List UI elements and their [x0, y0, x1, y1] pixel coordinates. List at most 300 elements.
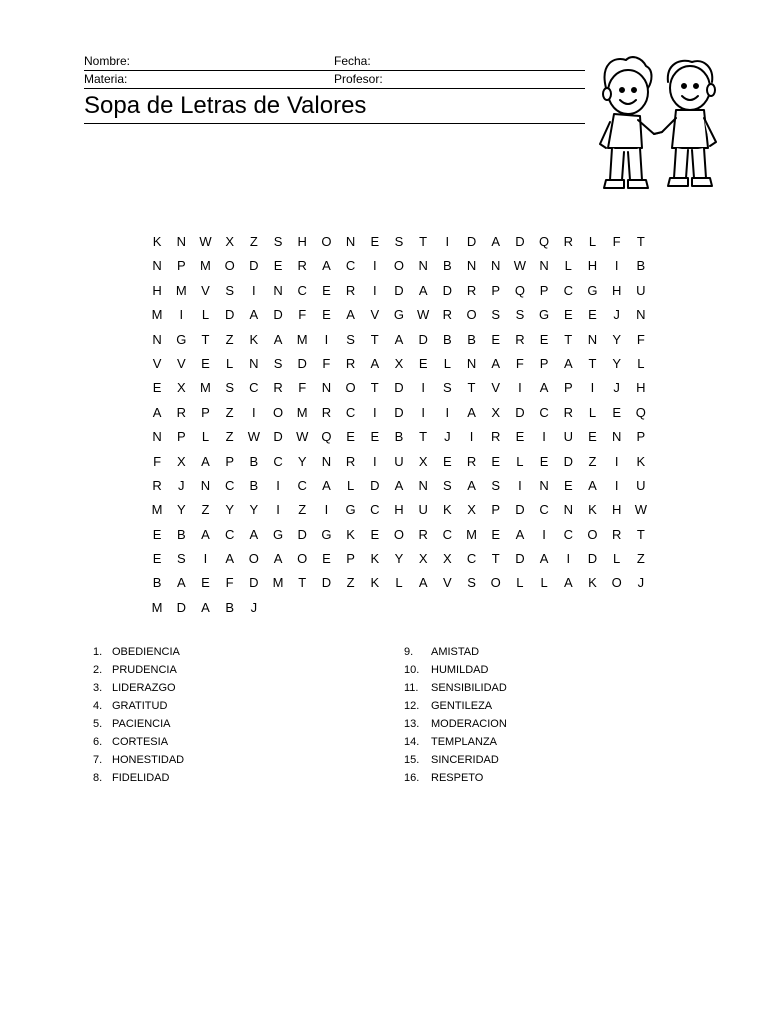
profesor-label: Profesor:	[334, 72, 383, 86]
grid-letter: F	[153, 453, 162, 469]
grid-letter: R	[297, 258, 307, 274]
grid-letter: O	[490, 575, 501, 591]
grid-letter: L	[564, 258, 572, 274]
grid-letter: C	[224, 477, 235, 493]
grid-letter: X	[176, 453, 186, 469]
grid-letter: Q	[514, 282, 525, 298]
grid-letter: T	[370, 331, 379, 347]
grid-letter: N	[563, 502, 573, 518]
grid-letter: N	[636, 307, 646, 323]
word-list-item	[404, 679, 507, 697]
grid-letter: N	[249, 355, 259, 371]
grid-letter: I	[324, 331, 329, 347]
grid-letter: X	[394, 355, 404, 371]
grid-letter: D	[224, 307, 235, 323]
word-text: FIDELIDAD	[112, 772, 170, 784]
grid-letter: S	[394, 234, 404, 249]
grid-letter: D	[563, 453, 573, 469]
word-number: 10.	[404, 664, 420, 676]
grid-letter: D	[273, 307, 283, 323]
grid-letter: R	[152, 477, 162, 493]
grid-letter: O	[466, 307, 477, 323]
grid-letter: Y	[612, 355, 621, 371]
grid-letter: V	[152, 355, 162, 371]
grid-letter: S	[515, 307, 525, 323]
grid-letter: N	[273, 282, 283, 298]
grid-letter: E	[152, 380, 162, 396]
grid-letter: W	[634, 502, 647, 518]
grid-letter: D	[249, 258, 259, 274]
grid-letter: E	[152, 526, 162, 542]
grid-letter: G	[345, 502, 356, 518]
grid-letter: T	[467, 380, 476, 396]
grid-letter: V	[491, 380, 501, 396]
grid-letter: B	[176, 526, 186, 542]
grid-letter: J	[178, 477, 185, 493]
grid-letter: N	[587, 331, 598, 347]
grid-letter: I	[252, 404, 256, 420]
word-number: 13.	[404, 718, 420, 730]
grid-letter: Y	[612, 331, 621, 347]
grid-letter: A	[152, 404, 162, 420]
grid-letter: G	[176, 331, 187, 347]
grid-letter: V	[176, 355, 186, 371]
grid-letter: A	[249, 526, 259, 542]
grid-letter: N	[611, 429, 622, 445]
grid-letter: O	[224, 258, 235, 274]
word-number: 1.	[93, 646, 103, 658]
grid-letter: E	[588, 429, 597, 445]
grid-letter: E	[322, 307, 331, 323]
word-number: 2.	[93, 664, 103, 676]
word-number: 15.	[404, 754, 420, 766]
word-list-item	[404, 715, 507, 733]
grid-letter: I	[372, 453, 377, 469]
grid-letter: D	[273, 429, 283, 445]
grid-letter: N	[491, 258, 501, 274]
word-number: 14.	[404, 736, 420, 748]
grid-letter: B	[467, 331, 476, 347]
grid-letter: C	[224, 526, 235, 542]
grid-letter: O	[272, 404, 284, 420]
grid-letter: R	[563, 234, 573, 249]
grid-letter: I	[469, 429, 474, 445]
grid-letter: P	[539, 282, 549, 298]
grid-letter: Q	[321, 429, 332, 445]
word-number: 8.	[93, 772, 103, 784]
grid-letter: N	[152, 258, 162, 274]
grid-letter: T	[201, 331, 210, 347]
grid-letter: Z	[298, 502, 307, 518]
grid-letter: W	[417, 307, 430, 323]
word-number: 4.	[93, 700, 103, 712]
worksheet-title: Sopa de Letras de Valores	[84, 89, 585, 124]
word-list-item	[404, 769, 507, 787]
grid-letter: A	[322, 477, 331, 493]
word-number: 6.	[93, 736, 103, 748]
grid-letter: Y	[297, 453, 307, 469]
grid-letter: M	[200, 380, 211, 396]
grid-letter: K	[636, 453, 646, 469]
grid-letter: C	[563, 282, 573, 298]
grid-letter: M	[151, 599, 163, 615]
grid-letter: M	[151, 502, 163, 518]
word-list-item	[93, 679, 184, 697]
grid-letter: B	[394, 429, 404, 445]
grid-letter: E	[563, 477, 573, 493]
grid-letter: H	[297, 234, 307, 249]
grid-letter: L	[395, 575, 403, 591]
grid-letter: F	[225, 575, 234, 591]
header-row-1	[84, 53, 585, 71]
grid-letter: D	[515, 551, 525, 567]
grid-letter: M	[466, 526, 477, 542]
grid-letter: C	[466, 551, 477, 567]
grid-letter: N	[200, 477, 211, 493]
grid-letter: P	[563, 380, 573, 396]
grid-letter: H	[611, 502, 622, 518]
grid-letter: R	[345, 282, 356, 298]
word-text: SENSIBILIDAD	[431, 682, 507, 694]
grid-letter: G	[393, 307, 405, 323]
grid-letter: O	[321, 234, 332, 249]
grid-letter: G	[587, 282, 598, 298]
grid-letter: G	[272, 526, 284, 542]
grid-letter: L	[226, 355, 234, 371]
grid-letter: B	[636, 258, 646, 274]
grid-letter: P	[225, 453, 234, 469]
grid-letter: R	[442, 307, 453, 323]
grid-letter: E	[273, 258, 283, 274]
grid-letter: S	[176, 551, 186, 567]
grid-letter: H	[394, 502, 404, 518]
grid-letter: D	[321, 575, 332, 591]
grid-letter: I	[566, 551, 571, 567]
word-list-left	[93, 643, 184, 787]
grid-letter: I	[372, 404, 377, 420]
grid-letter: G	[321, 526, 332, 542]
grid-letter: H	[636, 380, 646, 396]
grid-letter: D	[297, 355, 307, 371]
grid-letter: D	[418, 331, 428, 347]
grid-letter: I	[518, 477, 522, 493]
grid-letter: X	[467, 502, 476, 518]
grid-letter: R	[466, 282, 477, 298]
grid-letter: R	[321, 404, 332, 420]
grid-letter: K	[588, 502, 597, 518]
word-number: 7.	[93, 754, 103, 766]
grid-letter: Z	[346, 575, 355, 591]
grid-letter: A	[394, 477, 404, 493]
word-list-item	[404, 643, 507, 661]
word-number: 5.	[93, 718, 103, 730]
grid-letter: I	[276, 502, 280, 518]
grid-letter: F	[298, 380, 307, 396]
word-text: LIDERAZGO	[112, 682, 176, 694]
grid-letter: T	[636, 234, 645, 249]
grid-letter: V	[370, 307, 380, 323]
grid-letter: E	[491, 331, 501, 347]
grid-letter: C	[563, 526, 573, 542]
grid-letter: T	[636, 526, 645, 542]
grid-letter: O	[345, 380, 356, 396]
grid-letter: A	[467, 477, 476, 493]
grid-letter: L	[588, 234, 597, 249]
grid-letter: T	[588, 355, 597, 371]
grid-letter: C	[345, 258, 356, 274]
grid-letter: L	[516, 453, 524, 469]
grid-letter: S	[467, 575, 476, 591]
grid-letter: A	[491, 355, 501, 371]
grid-letter: P	[636, 429, 646, 445]
grid-letter: Q	[635, 404, 646, 420]
two-children-shaking-hands-icon	[592, 52, 724, 200]
grid-letter: D	[466, 234, 477, 249]
grid-letter: N	[539, 258, 549, 274]
word-text: TEMPLANZA	[431, 736, 498, 748]
grid-letter: P	[201, 404, 210, 420]
word-list-item	[93, 661, 184, 679]
word-list-item	[404, 697, 507, 715]
grid-letter: B	[249, 477, 259, 493]
grid-letter: I	[614, 453, 619, 469]
grid-letter: U	[636, 282, 646, 298]
grid-letter: A	[346, 307, 355, 323]
grid-letter: B	[443, 258, 452, 274]
grid-letter: E	[539, 453, 549, 469]
grid-letter: H	[611, 282, 622, 298]
grid-letter: L	[516, 575, 524, 591]
grid-letter: D	[297, 526, 307, 542]
grid-letter: X	[225, 234, 234, 249]
grid-letter: A	[563, 575, 573, 591]
grid-letter: W	[513, 258, 527, 274]
grid-letter: F	[298, 307, 307, 323]
grid-letter: J	[637, 575, 645, 591]
grid-letter: U	[563, 429, 573, 445]
grid-letter: E	[322, 282, 331, 298]
grid-letter: B	[443, 331, 452, 347]
grid-letter: S	[273, 355, 283, 371]
grid-letter: R	[176, 404, 186, 420]
grid-letter: A	[539, 551, 549, 567]
grid-letter: P	[346, 551, 355, 567]
grid-letter: K	[588, 575, 597, 591]
grid-letter: C	[297, 477, 307, 493]
grid-letter: S	[491, 477, 501, 493]
grid-letter: Z	[225, 404, 234, 420]
word-list-item	[93, 643, 184, 661]
word-text: GENTILEZA	[431, 700, 493, 712]
grid-letter: Y	[249, 502, 259, 518]
word-number: 11.	[404, 682, 419, 694]
grid-letter: S	[225, 282, 234, 298]
grid-letter: D	[515, 502, 525, 518]
grid-letter: A	[273, 331, 283, 347]
grid-letter: E	[346, 429, 355, 445]
word-text: SINCERIDAD	[431, 754, 499, 766]
grid-letter: F	[322, 355, 331, 371]
grid-letter: E	[418, 355, 428, 371]
grid-letter: E	[588, 307, 597, 323]
grid-letter: X	[418, 551, 428, 567]
grid-letter: C	[297, 282, 307, 298]
grid-letter: Z	[225, 429, 234, 445]
grid-letter: J	[613, 380, 620, 396]
grid-letter: D	[394, 404, 404, 420]
grid-letter: A	[322, 258, 331, 274]
grid-letter: E	[491, 453, 501, 469]
grid-letter: I	[542, 526, 546, 542]
grid-letter: N	[152, 331, 162, 347]
grid-letter: S	[346, 331, 355, 347]
grid-letter: A	[467, 404, 476, 420]
grid-letter: R	[273, 380, 283, 396]
grid-letter: N	[176, 234, 186, 249]
grid-letter: I	[203, 551, 208, 567]
word-number: 9.	[404, 646, 414, 658]
grid-letter: L	[443, 355, 451, 371]
grid-letter: I	[421, 404, 425, 420]
word-text: CORTESIA	[112, 736, 169, 748]
word-text: MODERACION	[431, 718, 507, 730]
grid-letter: A	[418, 575, 428, 591]
grid-letter: A	[273, 551, 283, 567]
grid-letter: P	[491, 282, 501, 298]
grid-letter: I	[614, 477, 619, 493]
word-text: RESPETO	[431, 772, 484, 784]
grid-letter: A	[176, 575, 186, 591]
grid-letter: E	[443, 453, 452, 469]
grid-letter: I	[252, 282, 256, 298]
grid-letter: N	[418, 258, 428, 274]
grid-letter: R	[345, 453, 356, 469]
grid-letter: C	[273, 453, 283, 469]
grid-letter: I	[421, 380, 425, 396]
grid-letter: A	[370, 355, 380, 371]
grid-letter: R	[466, 453, 477, 469]
grid-letter: M	[200, 258, 211, 274]
grid-letter: A	[394, 331, 404, 347]
grid-letter: Z	[636, 551, 645, 567]
grid-letter: R	[418, 526, 428, 542]
grid-letter: H	[152, 282, 162, 298]
worksheet-header	[84, 53, 585, 124]
grid-letter: D	[249, 575, 259, 591]
grid-letter: Z	[249, 234, 258, 249]
grid-letter: D	[176, 599, 186, 615]
grid-letter: J	[613, 307, 620, 323]
grid-letter: L	[540, 575, 548, 591]
grid-letter: A	[201, 453, 210, 469]
grid-letter: M	[296, 404, 308, 420]
grid-letter: A	[201, 526, 210, 542]
grid-letter: B	[152, 575, 162, 591]
grid-letter: O	[297, 551, 308, 567]
word-list-item	[93, 697, 184, 715]
grid-letter: P	[176, 258, 186, 274]
grid-letter: D	[442, 282, 453, 298]
grid-letter: K	[443, 502, 452, 518]
grid-letter: J	[444, 429, 451, 445]
grid-letter: F	[612, 234, 621, 249]
grid-letter: E	[201, 355, 210, 371]
grid-letter: Z	[588, 453, 597, 469]
fecha-label: Fecha:	[334, 54, 371, 68]
grid-letter: N	[466, 355, 477, 371]
word-list-item	[93, 769, 184, 787]
grid-letter: V	[443, 575, 452, 591]
grid-letter: P	[176, 429, 186, 445]
word-text: GRATITUD	[112, 700, 168, 712]
grid-letter: A	[588, 477, 597, 493]
grid-letter: O	[587, 526, 598, 542]
grid-letter: R	[491, 429, 501, 445]
grid-letter: D	[515, 234, 525, 249]
grid-letter: K	[346, 526, 355, 542]
grid-letter: O	[248, 551, 259, 567]
grid-letter: E	[370, 526, 380, 542]
grid-letter: Y	[394, 551, 404, 567]
grid-letter: I	[372, 282, 377, 298]
grid-letter: W	[296, 429, 309, 445]
grid-letter: V	[201, 282, 210, 298]
grid-letter: W	[199, 234, 212, 249]
word-list-right	[404, 643, 507, 787]
grid-letter: R	[345, 355, 356, 371]
grid-letter: E	[201, 575, 210, 591]
grid-letter: F	[636, 331, 645, 347]
grid-letter: S	[443, 477, 452, 493]
grid-letter: P	[539, 355, 549, 371]
grid-letter: D	[394, 380, 404, 396]
grid-letter: T	[491, 551, 500, 567]
grid-letter: A	[418, 282, 428, 298]
grid-letter: D	[370, 477, 380, 493]
grid-letter: L	[588, 404, 597, 420]
grid-letter: T	[298, 575, 307, 591]
grid-letter: R	[515, 331, 525, 347]
grid-letter: C	[249, 380, 259, 396]
word-number: 12.	[404, 700, 420, 712]
grid-letter: K	[370, 575, 380, 591]
grid-letter: L	[346, 477, 355, 493]
grid-letter: O	[611, 575, 622, 591]
grid-letter: J	[250, 599, 258, 615]
grid-letter: E	[563, 307, 573, 323]
grid-letter: I	[445, 234, 450, 249]
grid-letter: E	[612, 404, 621, 420]
grid-letter: U	[636, 477, 646, 493]
grid-letter: X	[491, 404, 501, 420]
word-list-item	[404, 661, 507, 679]
grid-letter: C	[539, 404, 549, 420]
grid-letter: I	[179, 307, 184, 323]
grid-letter: Y	[225, 502, 234, 518]
word-text: HUMILDAD	[431, 664, 489, 676]
grid-letter: E	[491, 526, 501, 542]
grid-letter: X	[443, 551, 452, 567]
word-list-item	[93, 733, 184, 751]
grid-letter: U	[394, 453, 404, 469]
grid-letter: K	[152, 234, 162, 249]
word-text: OBEDIENCIA	[112, 646, 180, 658]
grid-letter: X	[176, 380, 186, 396]
grid-letter: D	[587, 551, 598, 567]
grid-letter: Z	[201, 502, 210, 518]
nombre-label: Nombre:	[84, 54, 131, 68]
grid-letter: A	[201, 599, 210, 615]
